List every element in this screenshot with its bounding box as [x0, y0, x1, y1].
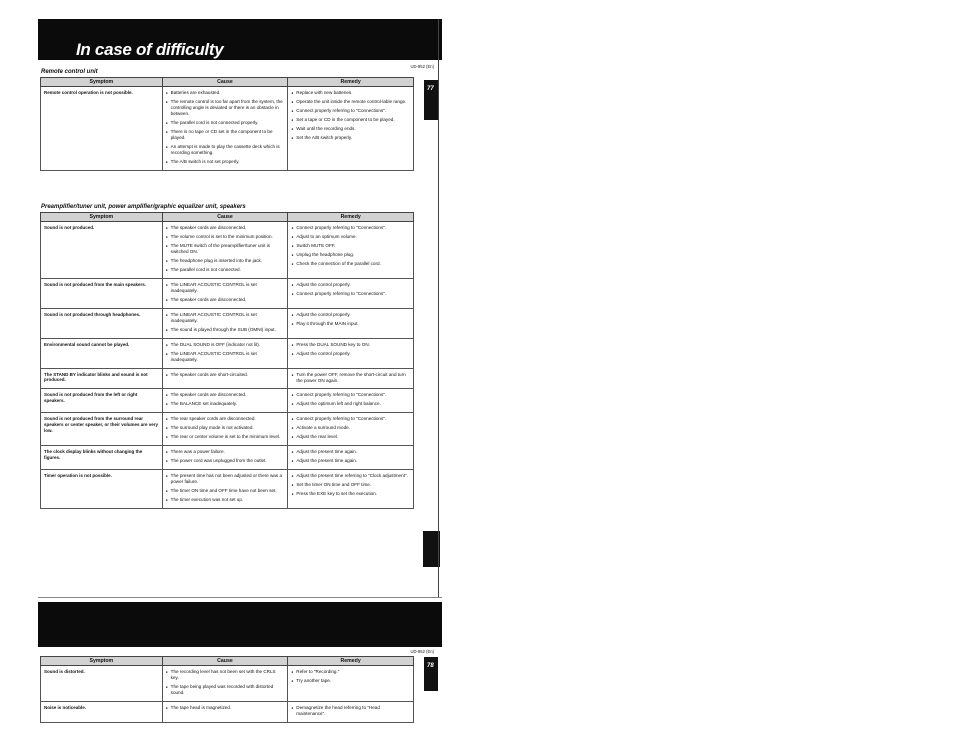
remedy-item: ● Connect properly referring to "Connections". [291, 291, 410, 297]
cause-item: ● There is no tape or CD set in the component to be played. [166, 129, 285, 141]
title-banner [38, 19, 442, 60]
cause-item: ● The timer ON time and OFF time have not been set. [166, 488, 285, 494]
cause-item: ● The parallel cord is not connected properly. [166, 120, 285, 126]
table-row [41, 470, 414, 509]
cause-item: ● The LINEAR ACOUSTIC CONTROL is set inadequately. [166, 282, 285, 294]
page-title: In case of difficulty [76, 40, 224, 59]
cause-item: ● The headphone plug is inserted into the jack. [166, 258, 285, 264]
symptom-cell: Sound is not produced through headphones. [41, 308, 163, 338]
symptom-cell: Environmental sound cannot be played. [41, 338, 163, 368]
remedy-cell [288, 222, 414, 279]
remedy-cell [288, 701, 414, 722]
remedy-item: ● Connect properly referring to "Connections". [291, 225, 410, 231]
symptom-cell: Timer operation is not possible. [41, 470, 163, 509]
remedy-item: ● Unplug the headphone plug. [291, 252, 410, 258]
remedy-item: ● Adjust to an optimum volume. [291, 234, 410, 240]
remedy-item: ● Operate the unit inside the remote control-lable range. [291, 99, 410, 105]
remedy-item: ● Switch MUTE OFF. [291, 243, 410, 249]
remedy-cell [288, 278, 414, 308]
cause-item: ● The BALANCE set inadequately. [166, 401, 285, 407]
remedy-item: ● Adjust the present time again. [291, 449, 410, 455]
cause-item: ● The speaker cords are short-circuited. [166, 372, 285, 378]
remedy-item: ● Connect properly referring to "Connections". [291, 108, 410, 114]
cause-item: ● An attempt is made to play the cassette deck which is recording something. [166, 144, 285, 156]
cause-item: ● The DUAL SOUND is OFF (indicator not lit). [166, 342, 285, 348]
manual-page-78 [38, 602, 442, 738]
header-symptom: Symptom [41, 657, 163, 666]
header-remedy: Remedy [288, 657, 414, 666]
page-tab-77 [424, 80, 438, 120]
remedy-item: ● Adjust the present time again. [291, 458, 410, 464]
table-row [41, 389, 414, 413]
remedy-item: ● Press the DUAL SOUND key to ON. [291, 342, 410, 348]
cause-item: ● The sound is played through the SUB (OMNI) input. [166, 327, 285, 333]
cause-item: ● The power cord was unplugged from the outlet. [166, 458, 285, 464]
cause-item: ● The surround play mode is not activated. [166, 425, 285, 431]
remedy-cell [288, 338, 414, 368]
remedy-item: ● Replace with new batteries. [291, 90, 410, 96]
cause-cell [162, 278, 288, 308]
section-title-amplifier: Preamplifier/tuner unit, power amplifier/graphic equalizer unit, speakers [41, 204, 246, 210]
cause-cell [162, 470, 288, 509]
section-title-remote: Remote control unit [41, 69, 98, 75]
cause-cell [162, 666, 288, 702]
cause-item: ● The rear speaker cords are disconnected. [166, 416, 285, 422]
cause-item: ● The timer execution was not set up. [166, 497, 285, 503]
remedy-cell [288, 368, 414, 389]
cause-cell [162, 368, 288, 389]
remedy-item: ● Turn the power OFF, remove the short-circuit and turn the power ON again. [291, 372, 410, 384]
header-cause: Cause [162, 78, 288, 87]
symptom-cell: Sound is distorted. [41, 666, 163, 702]
cause-cell [162, 338, 288, 368]
page-divider [38, 597, 442, 598]
cause-cell [162, 389, 288, 413]
page-edge-line [438, 19, 439, 597]
remedy-item: ● Check the connection of the parallel cord. [291, 261, 410, 267]
header-cause: Cause [162, 657, 288, 666]
remedy-item: ● Try another tape. [291, 678, 410, 684]
cause-item: ● The MUTE switch of the preamplifier/tuner unit is switched ON. [166, 243, 285, 255]
symptom-cell: Sound is not produced from the surround rear speakers or center speaker, or their volumes are very low. [41, 413, 163, 446]
remedy-item: ● Wait until the recording ends. [291, 126, 410, 132]
table-row [41, 278, 414, 308]
table-row [41, 308, 414, 338]
remedy-item: ● Set the timer ON time and OFF time. [291, 482, 410, 488]
remedy-item: ● Adjust the rear level. [291, 434, 410, 440]
tab-number: 77 [427, 86, 434, 92]
remedy-item: ● Set a tape or CD in the component to be played. [291, 117, 410, 123]
header-symptom: Symptom [41, 213, 163, 222]
table-row [41, 368, 414, 389]
title-banner-2 [38, 602, 442, 647]
remedy-cell [288, 389, 414, 413]
remedy-cell [288, 413, 414, 446]
remedy-cell [288, 87, 414, 171]
remedy-item: ● Refer to "Recording." [291, 669, 410, 675]
cause-cell [162, 222, 288, 279]
cause-item: ● The present time has not been adjusted or there was a power failure. [166, 473, 285, 485]
remedy-item: ● Play it through the MAIN input. [291, 321, 410, 327]
tab-number: 78 [427, 663, 434, 669]
cause-item: ● The A/B switch is not set properly. [166, 159, 285, 165]
doc-code: UD-952 (En) [410, 64, 434, 69]
cause-item: ● The speaker cords are disconnected. [166, 392, 285, 398]
amplifier-troubleshooting-table [40, 212, 414, 509]
cause-item: ● The speaker cords are disconnected. [166, 225, 285, 231]
tape-troubleshooting-table [40, 656, 414, 723]
symptom-cell: Sound is not produced. [41, 222, 163, 279]
remedy-item: ● Adjust the control properly. [291, 282, 410, 288]
symptom-cell: The clock display blinks without changing the figures. [41, 446, 163, 470]
remedy-item: ● Connect properly referring to "Connections". [291, 416, 410, 422]
symptom-cell: Sound is not produced from the left or right speakers. [41, 389, 163, 413]
remote-troubleshooting-table [40, 77, 414, 171]
symptom-cell: The STAND BY indicator blinks and sound is not produced. [41, 368, 163, 389]
remedy-cell [288, 446, 414, 470]
cause-item: ● The rear or center volume is set to the minimum level. [166, 434, 285, 440]
remedy-cell [288, 666, 414, 702]
cause-cell [162, 701, 288, 722]
cause-cell [162, 446, 288, 470]
symptom-cell: Sound is not produced from the main speakers. [41, 278, 163, 308]
header-symptom: Symptom [41, 78, 163, 87]
table-row [41, 413, 414, 446]
remedy-item: ● Adjust the optimum left and right balance. [291, 401, 410, 407]
page-tab-78 [424, 657, 438, 691]
cause-item: ● The LINEAR ACOUSTIC CONTROL is set inadequately. [166, 351, 285, 363]
table-row [41, 446, 414, 470]
header-remedy: Remedy [288, 213, 414, 222]
table-row [41, 666, 414, 702]
cause-item: ● The tape head is magnetized. [166, 705, 285, 711]
remedy-item: ● Activate a surround mode. [291, 425, 410, 431]
header-cause: Cause [162, 213, 288, 222]
remedy-cell [288, 308, 414, 338]
remedy-cell [288, 470, 414, 509]
cause-item: ● The remote control is too far apart from the system, the controlling angle is deviated or there is an obstacle in between. [166, 99, 285, 117]
cause-item: ● The volume control is set to the minimum position. [166, 234, 285, 240]
cause-item: ● The LINEAR ACOUSTIC CONTROL is set inadequately. [166, 312, 285, 324]
cause-item: ● There was a power failure. [166, 449, 285, 455]
cause-cell [162, 413, 288, 446]
remedy-item: ● Demagnetize the head referring to "Head maintenance". [291, 705, 410, 717]
cause-item: ● The parallel cord is not connected. [166, 267, 285, 273]
cause-item: ● The tape being played was recorded with distorted sound. [166, 684, 285, 696]
cause-item: ● Batteries are exhausted. [166, 90, 285, 96]
remedy-item: ● Adjust the present time referring to "Clock adjustment". [291, 473, 410, 479]
cause-cell [162, 87, 288, 171]
remedy-item: ● Connect properly referring to "Connections". [291, 392, 410, 398]
table-row [41, 338, 414, 368]
symptom-cell: Remote control operation is not possible. [41, 87, 163, 171]
doc-code-2: UD-952 (En) [410, 649, 434, 654]
table-row [41, 222, 414, 279]
cause-item: ● The speaker cords are disconnected. [166, 297, 285, 303]
remedy-item: ● Adjust the control properly. [291, 351, 410, 357]
cause-item: ● The recording level has not been set with the CRLS key. [166, 669, 285, 681]
symptom-cell: Noise is noticeable. [41, 701, 163, 722]
manual-page-77 [38, 19, 442, 599]
table-row [41, 87, 414, 171]
remedy-item: ● Press the EXE key to set the execution. [291, 491, 410, 497]
cause-cell [162, 308, 288, 338]
header-remedy: Remedy [288, 78, 414, 87]
table-row [41, 701, 414, 722]
remedy-item: ● Adjust the control properly. [291, 312, 410, 318]
remedy-item: ● Set the A/B switch properly. [291, 135, 410, 141]
